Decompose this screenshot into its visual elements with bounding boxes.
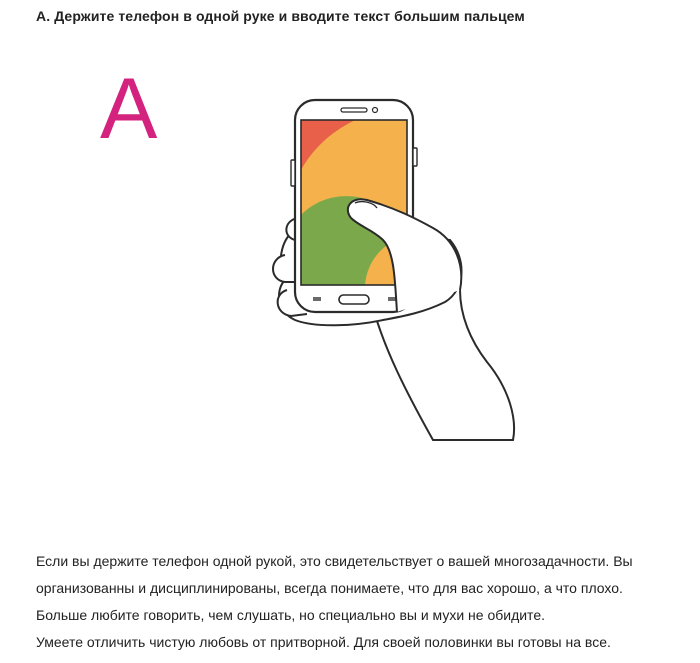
description-paragraph: [36, 548, 676, 656]
description-line: Если вы держите телефон одной рукой, это свидетельствует о вашей многозадачности. Вы: [36, 553, 633, 569]
phone-volume-button: [291, 160, 295, 186]
phone-menu-key: [388, 297, 396, 301]
description-line: Умеете отличить чистую любовь от притворной. Для своей половинки вы готовы на все.: [36, 634, 611, 650]
hand-holding-phone-illustration: [255, 90, 525, 445]
phone-home-button: [339, 295, 369, 304]
phone-camera: [373, 108, 378, 113]
phone-back-key: [313, 297, 321, 301]
variant-letter: A: [100, 61, 158, 157]
phone-earpiece: [341, 108, 367, 112]
description-line: организованны и дисциплинированы, всегда понимаете, что для вас хорошо, а что плохо.: [36, 580, 623, 596]
hand-holding-phone-icon: [255, 90, 525, 445]
description-line: Больше любите говорить, чем слушать, но специально вы и мухи не обидите.: [36, 607, 545, 623]
section-heading: А. Держите телефон в одной руке и вводите текст большим пальцем: [36, 8, 525, 24]
phone-power-button: [413, 148, 417, 166]
